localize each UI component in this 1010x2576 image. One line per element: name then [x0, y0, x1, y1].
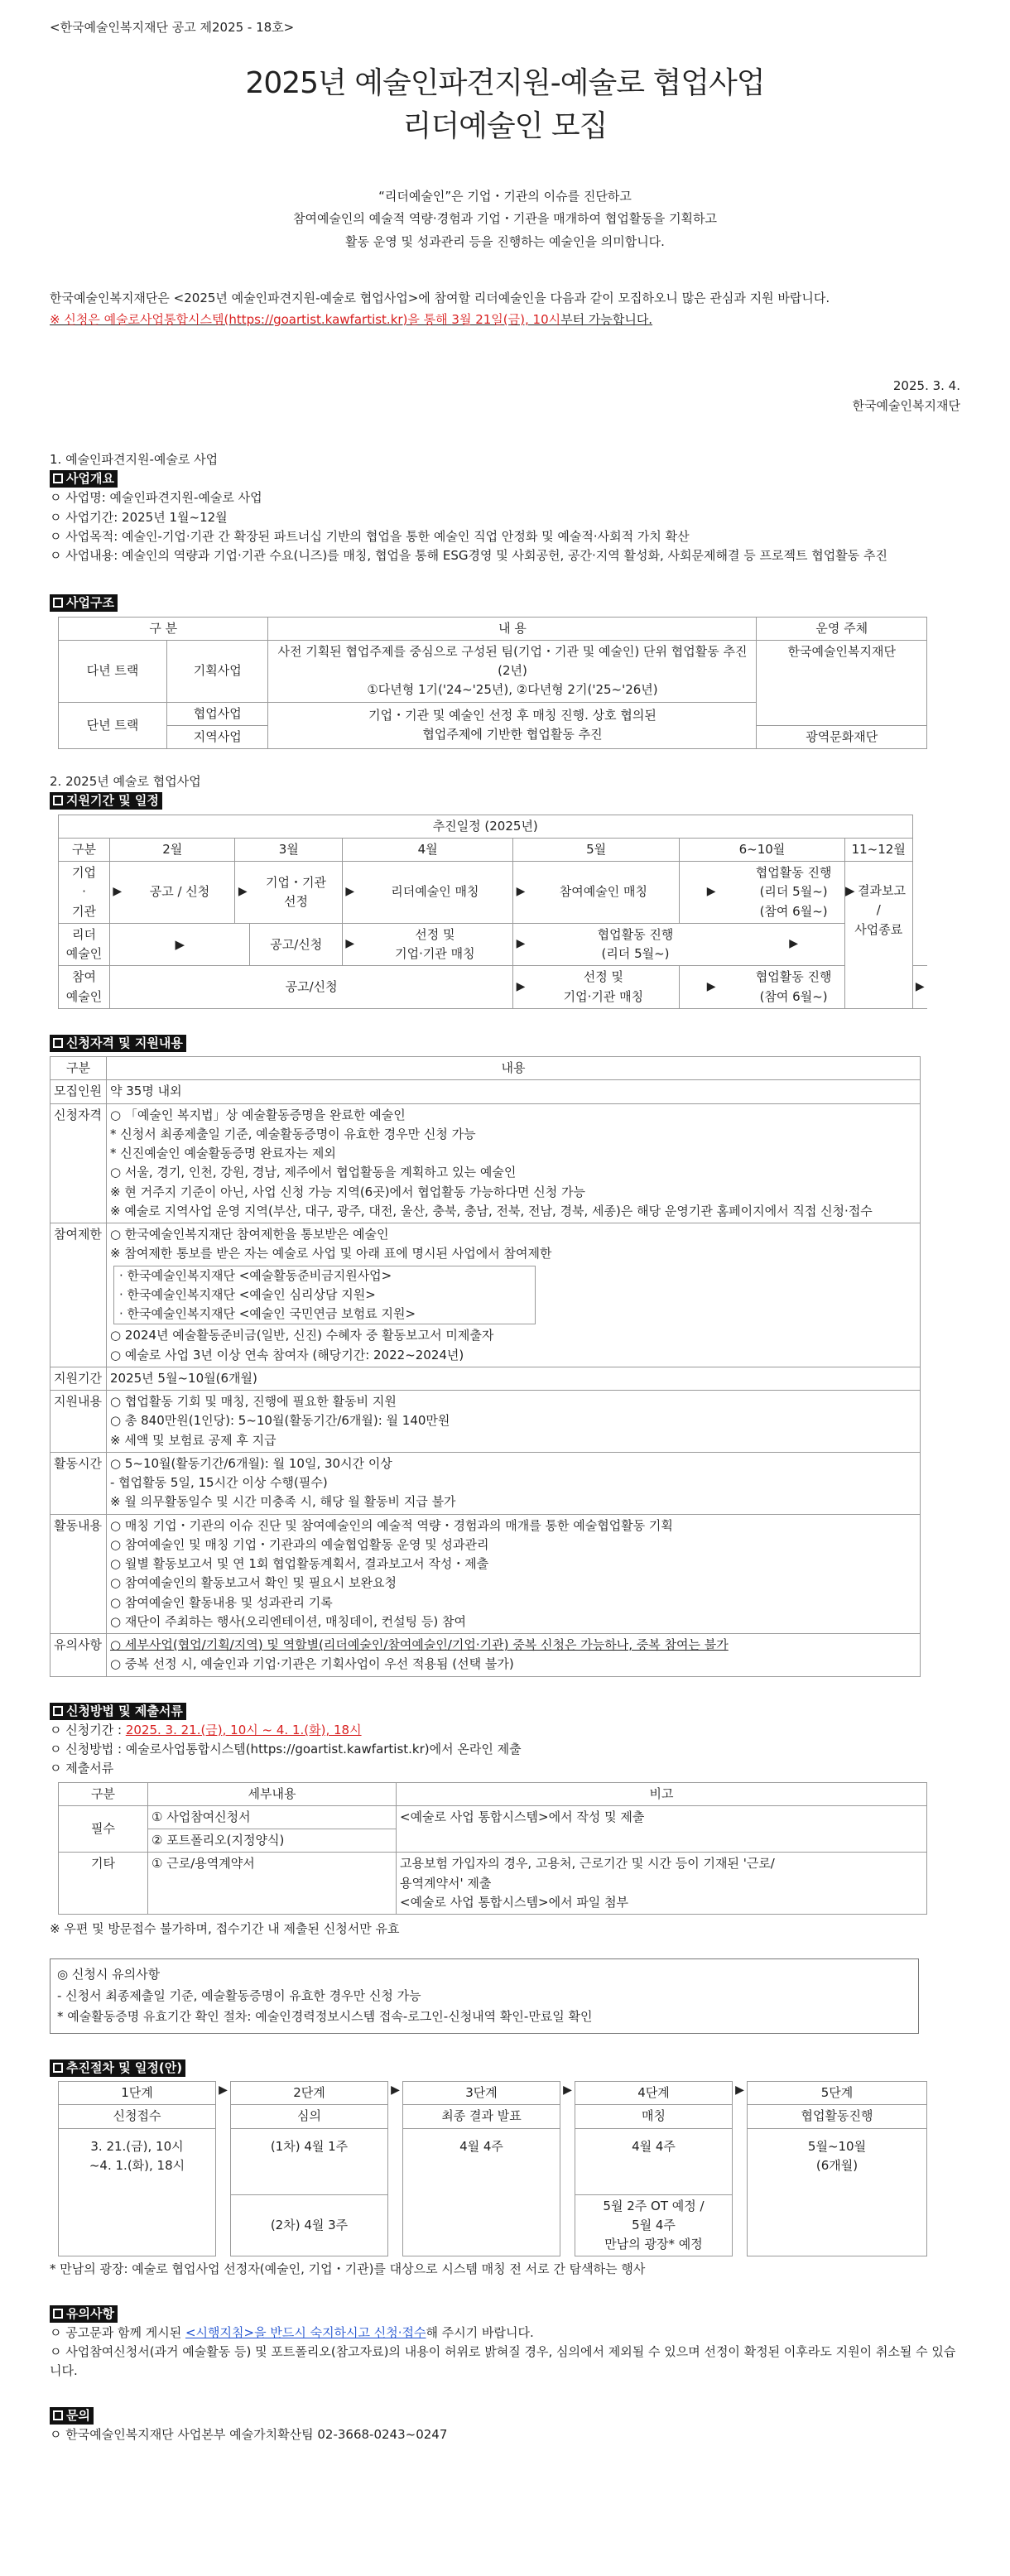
- cell-line: ※ 예술로 지역사업 운영 지역(부산, 대구, 광주, 대전, 울산, 충북, 충남, 전북, 전남, 경북, 세종)은 해당 운영기관 홈페이지에서 직접 신청·접수: [110, 1203, 873, 1218]
- cell-text: 협업활동 진행: [597, 926, 674, 942]
- section-head-application: [50, 1702, 960, 1721]
- section-head-procedure: [50, 2059, 960, 2078]
- section-head-label: 신청방법 및 제출서류: [66, 1703, 183, 1718]
- row-label: 지원기간: [50, 1367, 107, 1390]
- table-cell: 리더예술인 매칭: [358, 862, 513, 924]
- table-cell: [107, 1223, 921, 1367]
- cell-text: ~4. 1.(화), 18시: [89, 2157, 185, 2173]
- cell-text: 기관: [72, 903, 96, 919]
- table-header: 4월: [343, 838, 513, 861]
- documents-table: [58, 1782, 927, 1915]
- row-label: 신청자격: [50, 1103, 107, 1223]
- contact-line: ㅇ 한국예술인복지재단 사업본부 예술가치확산팀 02-3668-0243~0247: [50, 2426, 448, 2442]
- cell-line: ○ 5~10월(활동기간/6개월): 월 10일, 30시간 이상: [110, 1455, 392, 1471]
- notice-number: <한국예술인복지재단 공고 제2025 - 18호>: [50, 20, 295, 35]
- lead-note-date: 3월 21일(금), 10시: [451, 312, 561, 328]
- table-header: 운영 주체: [757, 617, 927, 640]
- cell-line: ○ 한국예술인복지재단 참여제한을 통보받은 예술인: [110, 1227, 389, 1242]
- cell-text: 예술인: [65, 946, 103, 962]
- lead-note-c: 부터 가능합니다.: [560, 312, 653, 328]
- table-cell: [743, 966, 844, 1009]
- cell-line: ○ 참여예술인 활동내용 및 성과관리 기록: [110, 1594, 333, 1610]
- submission-note: ※ 우편 및 방문접수 불가하며, 접수기간 내 제출된 신청서만 유효: [50, 1921, 400, 1937]
- arrow-icon: ▶: [513, 966, 528, 1009]
- step-header: 4단계: [575, 2082, 733, 2105]
- table-cell: [268, 702, 757, 749]
- cell-line: - 협업활동 5일, 15시간 이상 수행(필수): [110, 1475, 328, 1491]
- table-cell: <예술로 사업 통합시스템>에서 작성 및 제출: [397, 1805, 927, 1853]
- cell-text: ①다년형 1기('24~'25년), ②다년형 2기('25~'26년): [367, 682, 658, 698]
- cell-text: 3. 21.(금), 10시: [90, 2138, 184, 2154]
- step-name: 심의: [231, 2105, 388, 2128]
- cell-text: 결과보고: [858, 883, 906, 899]
- cell-text: 기업: [72, 865, 96, 881]
- guideline-link[interactable]: <시행지침>을 반드시 숙지하시고 신청·접수: [185, 2324, 426, 2340]
- title-line-2: 리더예술인 모집: [402, 109, 608, 144]
- table-cell: [844, 862, 912, 1009]
- table-cell: 한국예술인복지재단: [757, 640, 927, 725]
- table-cell: [110, 923, 250, 966]
- cell-text: 사업종료: [854, 921, 903, 937]
- row-label: 참여제한: [50, 1223, 107, 1367]
- table-cell: 공고/신청: [110, 966, 513, 1009]
- cell-text: 예술인: [65, 988, 103, 1004]
- table-header: 5월: [513, 838, 680, 861]
- step-date: (1차) 4월 1주: [231, 2128, 388, 2194]
- step-date: (2차) 4월 3주: [231, 2194, 388, 2256]
- step-date: [748, 2128, 927, 2256]
- row-label: [59, 923, 110, 966]
- table-cell: [743, 862, 844, 924]
- cell-line: ○ 재단이 주최하는 행사(오리엔테이션, 매칭데이, 컨설팅 등) 참여: [110, 1613, 466, 1629]
- table-header: 비고: [397, 1782, 927, 1805]
- cell-text: 협업주제에 기반한 협업활동 추진: [422, 727, 603, 743]
- table-cell: 지역사업: [167, 725, 268, 748]
- cell-line: · 한국예술인복지재단 <예술인 국민연금 보험료 지원>: [119, 1306, 416, 1322]
- cell-text: (참여 6월~): [759, 903, 828, 919]
- restricted-programs-box: [113, 1266, 536, 1325]
- table-cell: ① 근로/용역계약서: [148, 1853, 397, 1915]
- step-name: 신청접수: [59, 2105, 216, 2128]
- section-head-label: 추진절차 및 일정(안): [66, 2059, 183, 2075]
- section-head-label: 신청자격 및 지원내용: [66, 1035, 183, 1050]
- cell-text: (6개월): [815, 2157, 858, 2173]
- cell-text: (리더 5월~): [759, 884, 828, 900]
- box-line: ◎ 신청시 유의사항: [57, 1967, 161, 1982]
- cell-text: 5월 4주: [632, 2217, 676, 2232]
- table-cell: [528, 966, 680, 1009]
- schedule-table: [58, 815, 927, 1009]
- row-label: 활동시간: [50, 1452, 107, 1514]
- cell-line: ※ 월 의무활동일수 및 시간 미충족 시, 해당 월 활동비 지급 불가: [110, 1494, 456, 1510]
- section-2-title: 2. 2025년 예술로 협업사업: [50, 774, 201, 790]
- cell-text: 협업활동 진행: [755, 969, 832, 985]
- application-period: [50, 1721, 960, 1740]
- cell-text: 리더: [72, 926, 96, 942]
- table-cell: 기획사업: [167, 640, 268, 702]
- arrow-icon: ▶: [235, 862, 250, 924]
- row-label: [59, 966, 110, 1009]
- section-head-schedule: [50, 791, 960, 810]
- arrow-icon: ▶: [735, 2083, 744, 2097]
- overview-item: ㅇ 사업기간: 2025년 1월~12월: [50, 509, 228, 525]
- table-cell: 참여예술인 매칭: [528, 862, 680, 924]
- table-header: 11~12월: [844, 838, 912, 861]
- row-label: [59, 862, 110, 924]
- table-cell: [107, 1391, 921, 1453]
- cell-line: ○ 총 840만원(1인당): 5~10월(활동기간/6개월): 월 140만원: [110, 1413, 450, 1429]
- caution-line: ㅇ 사업참여신청서(과거 예술활동 등) 및 포트폴리오(참고자료)의 내용이 허위로 밝혀질 경우, 심의에서 제외될 수 있으며 선정이 확정된 이후라도 지원이 취소될 수 있습니다.: [50, 2344, 956, 2379]
- cell-text: 5월~10월: [807, 2138, 867, 2154]
- section-head-eligibility: [50, 1034, 960, 1053]
- cell-line: 약 35명 내외: [110, 1084, 182, 1099]
- intro-line: 활동 운영 및 성과관리 등을 진행하는 예술인을 의미합니다.: [345, 234, 665, 250]
- box-line: * 예술활동증명 유효기간 확인 절차: 예술인경력정보시스템 접속-로그인-신청내역 확인-만료일 확인: [57, 2009, 593, 2025]
- table-cell: [107, 1514, 921, 1634]
- arrow-icon: ▶: [912, 966, 927, 1009]
- table-header: 구분: [59, 1782, 148, 1805]
- cell-text: 선정: [284, 894, 308, 909]
- cell-text: 5월 2주 OT 예정 /: [603, 2198, 705, 2213]
- cell-text: 사전 기획된 협업주제를 중심으로 구성된 팀(기업・기관 및 예술인) 단위 협업활동 추진(2년): [277, 643, 748, 679]
- table-header: 내 용: [268, 617, 757, 640]
- arrow-icon: ▶: [513, 862, 528, 924]
- cell-line: ※ 세액 및 보험료 공제 후 지급: [110, 1432, 277, 1448]
- documents-label: ㅇ 제출서류: [50, 1761, 114, 1776]
- table-header: 추진일정 (2025년): [59, 815, 913, 838]
- cell-line: 고용보험 가입자의 경우, 고용처, 근로기간 및 시간 등이 기재된 '근로/: [400, 1856, 775, 1872]
- procedure-note: * 만남의 광장: 예술로 협업사업 선정자(예술인, 기업・기관)를 대상으로 시스템 매칭 전 서로 간 탐색하는 행사: [50, 2261, 646, 2277]
- procedure-table: [58, 2081, 927, 2256]
- arrow-icon: ▶: [343, 862, 358, 924]
- cell-line: ○ 중복 선정 시, 예술인과 기업·기관은 기획사업이 우선 적용됨 (선택 불가): [110, 1656, 514, 1672]
- section-1-title: 1. 예술인파견지원-예술로 사업: [50, 451, 219, 467]
- table-cell: [107, 1103, 921, 1223]
- cell-line: ○ 세부사업(협업/기획/지역) 및 역할별(리더예술인/참여예술인/기업·기관) 중복 신청은 가능하나, 중복 참여는 불가: [110, 1637, 729, 1653]
- section-head-structure: [50, 594, 960, 613]
- cell-line: ※ 참여제한 통보를 받은 자는 예술로 사업 및 아래 표에 명시된 사업에서 참여제한: [110, 1246, 552, 1262]
- section-head-label: 문의: [66, 2407, 90, 2423]
- table-header: 내용: [107, 1057, 921, 1080]
- arrow-icon: ▶: [679, 862, 743, 924]
- row-label: 모집인원: [50, 1080, 107, 1103]
- notice-date: 2025. 3. 4.: [892, 378, 960, 394]
- cell-text: 기업·기관 매칭: [563, 988, 644, 1004]
- arrow-icon: ▶: [844, 883, 855, 899]
- table-cell: [107, 1080, 921, 1103]
- table-header: 세부내용: [148, 1782, 397, 1805]
- arrow-icon: ▶: [343, 923, 358, 966]
- cell-text: (리더 5월~): [601, 946, 670, 962]
- table-header: 구 분: [59, 617, 268, 640]
- cell-line: * 신청서 최종제출일 기준, 예술활동증명이 유효한 경우만 신청 가능: [110, 1126, 476, 1141]
- cell-line: 2025년 5월~10월(6개월): [110, 1370, 257, 1386]
- table-cell: 협업사업: [167, 702, 268, 725]
- cell-line: ○ 참여예술인 및 매칭 기업・기관과의 예술협업활동 운영 및 성과관리: [110, 1536, 489, 1552]
- section-head-caution: [50, 2304, 960, 2324]
- cell-line: 용역계약서' 제출: [400, 1875, 492, 1891]
- overview-item: ㅇ 사업내용: 예술인의 역량과 기업·기관 수요(니즈)를 매칭, 협업을 통해 ESG경영 및 사회공헌, 공간·지역 활성화, 사회문제해결 등 프로젝트 협업활동 추진: [50, 548, 887, 564]
- row-label: 유의사항: [50, 1634, 107, 1677]
- table-cell: 기타: [59, 1853, 148, 1915]
- step-date: 4월 4주: [403, 2128, 560, 2256]
- cell-line: ○ 협업활동 기회 및 매칭, 진행에 필요한 활동비 지원: [110, 1394, 397, 1410]
- title-line-1: 2025년 예술인파견지원-예술로 협업사업: [245, 66, 765, 101]
- arrow-icon: ▶: [175, 936, 185, 952]
- table-cell: ① 사업참여신청서: [148, 1805, 397, 1829]
- arrow-icon: ▶: [110, 862, 125, 924]
- arrow-icon: ▶: [513, 923, 528, 966]
- section-head-contact: [50, 2406, 960, 2425]
- application-method: ㅇ 신청방법 : 예술로사업통합시스템(https://goartist.kawfartist.kr)에서 온라인 제출: [50, 1742, 522, 1757]
- page-title: [50, 62, 960, 148]
- caution-line: [50, 2324, 960, 2343]
- cell-line: ○ 월별 활동보고서 및 연 1회 협업활동계획서, 결과보고서 작성・제출: [110, 1556, 489, 1572]
- table-cell: [397, 1853, 927, 1915]
- table-cell: [250, 862, 343, 924]
- table-cell: [268, 640, 757, 702]
- cell-text: (참여 6월~): [759, 988, 828, 1004]
- cell-text: 기업・기관: [266, 874, 326, 890]
- cell-text: 만남의 광장* 예정: [604, 2237, 703, 2252]
- cell-line: · 한국예술인복지재단 <예술인 심리상담 지원>: [119, 1286, 376, 1302]
- table-header: 구분: [59, 838, 110, 861]
- intro-line: 참여예술인의 예술적 역량·경험과 기업・기관을 매개하여 협업활동을 기획하고: [292, 211, 718, 227]
- section-head-label: 사업개요: [66, 471, 114, 487]
- table-cell: [358, 923, 513, 966]
- cell-line: <예술로 사업 통합시스템>에서 파일 첨부: [400, 1894, 629, 1910]
- overview-item: ㅇ 사업명: 예술인파견지원-예술로 사업: [50, 490, 262, 506]
- table-cell: ② 포트폴리오(지정양식): [148, 1829, 397, 1853]
- step-header: 5단계: [748, 2082, 927, 2105]
- lead-note: [50, 309, 960, 330]
- cell-line: * 신진예술인 예술활동증명 완료자는 제외: [110, 1146, 336, 1161]
- period-value: 2025. 3. 21.(금), 10시 ~ 4. 1.(화), 18시: [125, 1722, 362, 1737]
- table-cell: 공고/신청: [250, 923, 343, 966]
- section-head-overview: [50, 469, 960, 488]
- arrow-icon: ▶: [743, 923, 844, 966]
- cell-text: 기업·기관 매칭: [395, 946, 475, 962]
- cell-text: /: [876, 902, 881, 918]
- section-head-label: 사업구조: [66, 595, 114, 611]
- arrow-icon: ▶: [563, 2083, 572, 2097]
- table-cell: [107, 1452, 921, 1514]
- cell-text: 선정 및: [583, 969, 623, 985]
- notice-org: 한국예술인복지재단: [852, 397, 960, 413]
- cell-text: 선정 및: [415, 926, 455, 942]
- cell-line: ○ 예술로 사업 3년 이상 연속 참여자 (해당기간: 2022~2024년): [110, 1347, 464, 1362]
- cell-text: 기업・기관 및 예술인 선정 후 매칭 진행. 상호 협의된: [368, 708, 656, 723]
- lead-note-a: ※ 신청은 예술로사업통합시스템(https://goartist.kawfartist.kr)을 통해: [50, 312, 452, 328]
- eligibility-table: [50, 1056, 921, 1677]
- box-line: - 신청서 최종제출일 기준, 예술활동증명이 유효한 경우만 신청 가능: [57, 1987, 421, 2003]
- table-header: 6~10월: [679, 838, 844, 861]
- table-cell: 공고 / 신청: [125, 862, 235, 924]
- row-label: 지원내용: [50, 1391, 107, 1453]
- cell-line: · 한국예술인복지재단 <예술활동준비금지원사업>: [119, 1267, 392, 1283]
- cell-line: ○ 참여예술인의 활동보고서 확인 및 필요시 보완요청: [110, 1575, 397, 1591]
- table-cell: [528, 923, 743, 966]
- lead-text: 한국예술인복지재단은 <2025년 예술인파견지원-예술로 협업사업>에 참여할 리더예술인을 다음과 같이 모집하오니 많은 관심과 지원 바랍니다.: [50, 290, 830, 305]
- arrow-icon: ▶: [679, 966, 743, 1009]
- structure-table: [58, 617, 927, 750]
- step-date: [59, 2128, 216, 2256]
- intro: [50, 185, 960, 254]
- table-cell: 다년 트랙: [59, 640, 167, 702]
- overview-item: ㅇ 사업목적: 예술인-기업·기관 간 확장된 파트너십 기반의 협업을 통한 예술인 직업 안정화 및 예술적·사회적 가치 확산: [50, 528, 690, 544]
- step-header: 1단계: [59, 2082, 216, 2105]
- cell-line: ○ 서울, 경기, 인천, 강원, 경남, 제주에서 협업활동을 계획하고 있는 예술인: [110, 1165, 517, 1180]
- period-label: ㅇ 신청기간 :: [50, 1722, 126, 1737]
- table-header: 구분: [50, 1057, 107, 1080]
- table-cell: [107, 1634, 921, 1677]
- step-header: 2단계: [231, 2082, 388, 2105]
- cell-text: 참여: [72, 969, 96, 985]
- section-head-label: 유의사항: [66, 2305, 114, 2321]
- step-name: 최종 결과 발표: [403, 2105, 560, 2128]
- cell-line: ○ 매칭 기업・기관의 이슈 진단 및 참여예술인의 예술적 역량・경험과의 매개를 통한 예술협업활동 기획: [110, 1517, 673, 1533]
- table-cell: [107, 1367, 921, 1390]
- section-head-label: 지원기간 및 일정: [66, 793, 159, 809]
- cell-text: ·: [82, 884, 86, 900]
- cell-text: 협업활동 진행: [755, 865, 832, 881]
- caution-box: [50, 1958, 919, 2034]
- arrow-icon: ▶: [391, 2083, 400, 2097]
- table-header: 2월: [110, 838, 235, 861]
- table-cell: 광역문화재단: [757, 725, 927, 748]
- table-header: 3월: [235, 838, 343, 861]
- cell-line: ○ 「예술인 복지법」상 예술활동증명을 완료한 예술인: [110, 1107, 406, 1122]
- table-cell: 단년 트랙: [59, 702, 167, 749]
- step-header: 3단계: [403, 2082, 560, 2105]
- arrow-icon: ▶: [219, 2083, 228, 2097]
- step-name: 협업활동진행: [748, 2105, 927, 2128]
- cell-text: 해 주시기 바랍니다.: [426, 2324, 534, 2340]
- intro-line: “리더예술인”은 기업・기관의 이슈를 진단하고: [378, 188, 632, 204]
- table-cell: 필수: [59, 1805, 148, 1853]
- cell-line: ※ 현 거주지 기준이 아닌, 사업 신청 가능 지역(6곳)에서 협업활동 가능하다면 신청 가능: [110, 1184, 585, 1199]
- step-date: 4월 4주: [575, 2128, 733, 2194]
- step-date: [575, 2194, 733, 2256]
- cell-text: ㅇ 공고문과 함께 게시된: [50, 2324, 185, 2340]
- cell-line: ○ 2024년 예술활동준비금(일반, 신진) 수혜자 중 활동보고서 미제출자: [110, 1328, 494, 1343]
- step-name: 매칭: [575, 2105, 733, 2128]
- row-label: 활동내용: [50, 1514, 107, 1634]
